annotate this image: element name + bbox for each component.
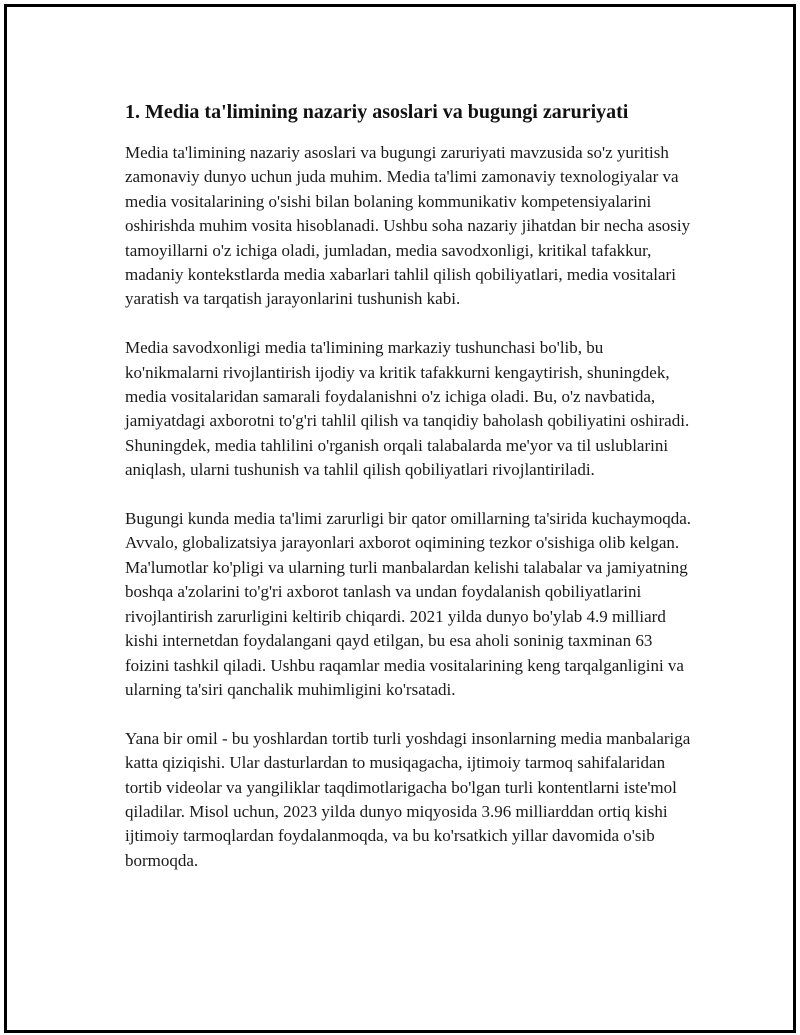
paragraph-1: Media ta'limining nazariy asoslari va bugungi zaruriyati mavzusida so'z yuritish zamonaviy dunyo uchun juda muhim. Media ta'limi zamonaviy texnologiyalar va media vositalarining o'sishi bilan bolaning kommunikativ kompetensiyalarini oshirishda muhim vosita hisoblanadi. Ushbu soha nazariy jihatdan bir necha asosiy tamoyillarni o'z ichiga oladi, jumladan, media savodxonligi, kritikal tafakkur, madaniy kontekstlarda media xabarlari tahlil qilish qobiliyatlari, media vositalari yaratish va tarqatish jarayonlarini tushunish kabi.: [125, 143, 691, 309]
document-body: [120, 99, 700, 898]
paragraph-3: Bugungi kunda media ta'limi zarurligi bir qator omillarning ta'sirida kuchaymoqda. Avvalo, globalizatsiya jarayonlari axborot oqimining tezkor o'sishiga olib kelgan. Ma'lumotlar ko'pligi va ularning turli manbalardan kelishi talabalar va jamiyatning boshqa a'zolarini to'g'ri axborot tanlash va undan foydalanish qobiliyatlarini rivojlantirish zarurligini keltirib chiqardi. 2021 yilda dunyo bo'ylab 4.9 milliard kishi internetdan foydalangani qayd etilgan, bu esa aholi soninig taxminan 63 foizini tashkil qiladi. Ushbu raqamlar media vositalarining keng tarqalganligini va ularning ta'siri qanchalik muhimligini ko'rsatadi.: [125, 509, 692, 699]
paragraph-4: Yana bir omil - bu yoshlardan tortib turli yoshdagi insonlarning media manbalariga katta qiziqishi. Ular dasturlardan to musiqagacha, ijtimoiy tarmoq sahifalaridan tortib videolar va yangiliklar taqdimotlarigacha bo'lgan turli kontentlarni iste'mol qiladilar. Misol uchun, 2023 yilda dunyo miqyosida 3.96 milliarddan ortiq kishi ijtimoiy tarmoqlardan foydalanmoqda, va bu ko'rsatkich yillar davomida o'sib bormoqda.: [125, 728, 691, 870]
section-heading: 1. Media ta'limining nazariy asoslari va bugungi zaruriyati: [125, 101, 629, 123]
page-border: [4, 4, 796, 1033]
paragraph-2: Media savodxonligi media ta'limining markaziy tushunchasi bo'lib, bu ko'nikmalarni rivojlantirish ijodiy va kritik tafakkurni kengaytirish, shuningdek, media vositalaridan samarali foydalanishni o'z ichiga oladi. Bu, o'z navbatida, jamiyatdagi axborotni to'g'ri tahlil qilish va tanqidiy baholash qobiliyatini oshiradi. Shuningdek, media tahlilini o'rganish orqali talabalarda me'yor va til uslublarini aniqlash, ularni tushunish va tahlil qilish qobiliyatlari rivojlantiriladi.: [125, 338, 690, 480]
